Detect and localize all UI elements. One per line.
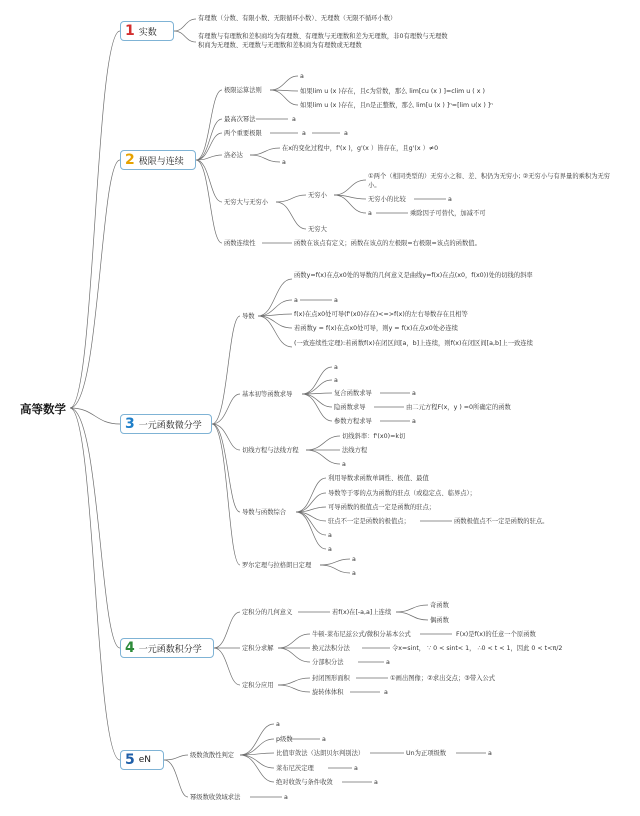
derivative[interactable]: 导数 [242,313,255,320]
basic-derivatives[interactable]: 基本初等函数求导 [242,391,293,398]
monotonic-extrema[interactable]: 利用导数求函数单调性、极值、最值 [328,475,429,482]
basic-derivatives-a1[interactable]: a [334,364,338,371]
derivative-a[interactable]: a [294,297,298,304]
section-4-node[interactable] [120,638,214,658]
section-4-number: 4 [125,640,135,656]
solid-of-revolution-a[interactable]: a [384,689,388,696]
derivative-continuous[interactable]: 若函数y = f(x)在点x0处可导，则y = f(x)在点x0处必连续 [294,325,458,332]
parametric-derivative[interactable]: 参数方程求导 [334,418,372,425]
rolle-lagrange-a2[interactable]: a [352,570,356,577]
absolute-conditional-a[interactable]: a [374,779,378,786]
stationary-point[interactable]: 导数等于零的点为函数的驻点（或稳定点、临界点）； [328,490,476,497]
section-5-title: eN [138,755,152,765]
two-limits-a[interactable]: a [302,130,306,137]
extremum-not-stationary[interactable]: 函数极值点不一定是函数的驻点。 [454,518,549,525]
derivative-function[interactable]: 导数与函数综合 [242,509,287,516]
infinitesimal-compare-a[interactable]: a [448,196,452,203]
p-series[interactable]: p级数 [276,736,293,743]
lhopital-cond[interactable]: 在x的变化过程中，f'(x )，g'(x ）皆存在，且g'(x ）≠0 [282,145,439,152]
lhopital[interactable]: 洛必达 [224,152,243,159]
s1-operations-rule[interactable]: 有理数与有理数和差积商均为有理数、有理数与无理数和差为无理数，非0有理数与无理数积商为无理数、无理数与无理数和差积商为有理数或无理数 [198,33,448,49]
ratio-test-a[interactable]: a [488,750,492,757]
tangent-normal[interactable]: 切线方程与法线方程 [242,447,299,454]
rolle-lagrange[interactable]: 罗尔定理与拉格朗日定理 [242,562,312,569]
infinitesimal[interactable]: 无穷小 [308,192,327,199]
substitution-example[interactable]: 令x=sint， ∵ 0 < sint< 1， ∴0 < t < 1，因此 0 < t<π/2 [392,645,563,652]
p-series-a[interactable]: a [322,736,326,743]
positive-series[interactable]: Un为正项级数 [406,750,447,757]
antiderivative[interactable]: F(x)是f(x)的任意一个原函数 [456,631,536,638]
composite-derivative-a[interactable]: a [412,390,416,397]
power-series-domain-a[interactable]: a [284,794,288,801]
extremum-is-stationary[interactable]: 可导函数的极值点一定是函数的驻点； [328,504,436,511]
section-3-node[interactable] [120,414,212,434]
tangent-slope[interactable]: 切线斜率：f'(x0)=k切 [342,433,406,440]
section-4-title: 一元函数积分学 [138,644,202,655]
definite-integral-applications[interactable]: 定积分应用 [242,682,274,689]
derivative-differentiable[interactable]: f(x)在点x0处可导(f'(x0)存在)<=>f(x)的左右导数存在且相等 [294,311,468,318]
derivative-function-a1[interactable]: a [328,532,332,539]
equivalent-substitution[interactable]: 乘除因子可替代，加减不可 [410,210,486,217]
section-1-number: 1 [125,23,135,39]
highest-power-a[interactable]: a [292,116,296,123]
s1-rational-irrational[interactable]: 有理数（分数、有限小数、无限循环小数）、无理数（无限不循环小数） [198,15,397,22]
normal-equation[interactable]: 法线方程 [342,447,368,454]
two-limits[interactable]: 两个重要极限 [224,130,262,137]
highest-power[interactable]: 最高次幂法 [224,116,256,123]
area-steps[interactable]: ①画出图像；②求出交点；③带入公式 [390,675,496,682]
symmetric-interval[interactable]: 若f(x)在[-a,a]上连续 [332,609,392,616]
integration-by-parts-a[interactable]: a [386,659,390,666]
stationary-not-extremum[interactable]: 驻点不一定是函数的极值点； [328,518,410,525]
implicit-derivative-def[interactable]: 由二元方程F(x，y ) =0所确定的函数 [406,404,511,411]
two-limits-b[interactable]: a [344,130,348,137]
composite-derivative[interactable]: 复合函数求导 [334,390,372,397]
limit-rules-power[interactable]: 如果lim u (x )存在，且n是正整数，那么 lim[u (x ) ]ⁿ=[lim u(x ) ]ⁿ [300,102,493,109]
leibniz-theorem-a[interactable]: a [354,765,358,772]
ratio-test[interactable]: 比值审敛法（达朗贝尔判别法） [276,750,365,757]
continuity[interactable]: 函数连续性 [224,240,256,247]
enclosed-area[interactable]: 封闭图形面积 [312,675,350,682]
root-topic[interactable]: 高等数学 [20,402,66,416]
infinity[interactable]: 无穷大 [308,226,327,233]
section-2-number: 2 [125,152,135,168]
limit-rules-const[interactable]: 如果lim u (x )存在，且c为常数，那么 lim[cu (x ) ]=clim u ( x ) [300,88,485,95]
infinite-infinitesimal[interactable]: 无穷大与无穷小 [224,199,269,206]
lhopital-a[interactable]: a [282,159,286,166]
definite-integral-solving[interactable]: 定积分求解 [242,645,274,652]
leibniz-theorem[interactable]: 莱布尼茨定理 [276,765,314,772]
absolute-conditional[interactable]: 绝对收敛与条件收敛 [276,779,333,786]
derivative-a2[interactable]: a [334,297,338,304]
tangent-normal-a[interactable]: a [342,461,346,468]
parametric-derivative-a[interactable]: a [412,418,416,425]
substitution-method[interactable]: 换元法积分法 [312,645,350,652]
power-series-domain[interactable]: 幂级数收敛域求法 [190,794,241,801]
series-convergence[interactable]: 级数敛散性判定 [190,752,235,759]
definite-integral-geometry[interactable]: 定积分的几何意义 [242,609,293,616]
even-function[interactable]: 偶函数 [430,617,449,624]
section-1-node[interactable] [120,21,174,41]
infinitesimal-props[interactable]: ①两个（相同类型的）无穷小之和、差、积仍为无穷小; ②无穷小与有界量的乘积为无穷小。 [368,173,611,189]
continuity-def[interactable]: 函数在该点有定义；函数在该点的左极限=右极限=该点的函数值。 [294,240,481,247]
infinitesimal-a[interactable]: a [368,210,372,217]
section-2-title: 极限与连续 [138,156,184,167]
integration-by-parts[interactable]: 分部积分法 [312,659,344,666]
limit-rules[interactable]: 极限运算法则 [224,87,262,94]
solid-of-revolution[interactable]: 旋转体体积 [312,689,344,696]
implicit-derivative[interactable]: 隐函数求导 [334,404,366,411]
section-5-node[interactable] [120,750,164,770]
rolle-lagrange-a1[interactable]: a [352,556,356,563]
infinitesimal-compare[interactable]: 无穷小的比较 [368,196,406,203]
section-3-title: 一元函数微分学 [138,420,202,431]
series-a[interactable]: a [276,721,280,728]
odd-function[interactable]: 奇函数 [430,602,449,609]
basic-derivatives-a2[interactable]: a [334,377,338,384]
derivative-function-a2[interactable]: a [328,546,332,553]
newton-leibniz[interactable]: 牛顿-莱布尼兹公式/微积分基本公式 [312,631,411,638]
section-1-title: 实数 [138,27,157,38]
section-3-number: 3 [125,416,135,432]
derivative-geometric[interactable]: 函数y=f(x)在点x0处的导数的几何意义是曲线y=f(x)在点(x0，f(x0))处的切线的斜率 [294,272,533,279]
section-5-number: 5 [125,752,135,768]
section-2-node[interactable] [120,150,196,170]
uniform-continuity[interactable]: (一致连续性定理):若函数f(x)在闭区间[a，b]上连续，则f(x)在闭区间[a,b]上一致连续 [294,340,533,347]
limit-rules-a[interactable]: a [300,73,304,80]
